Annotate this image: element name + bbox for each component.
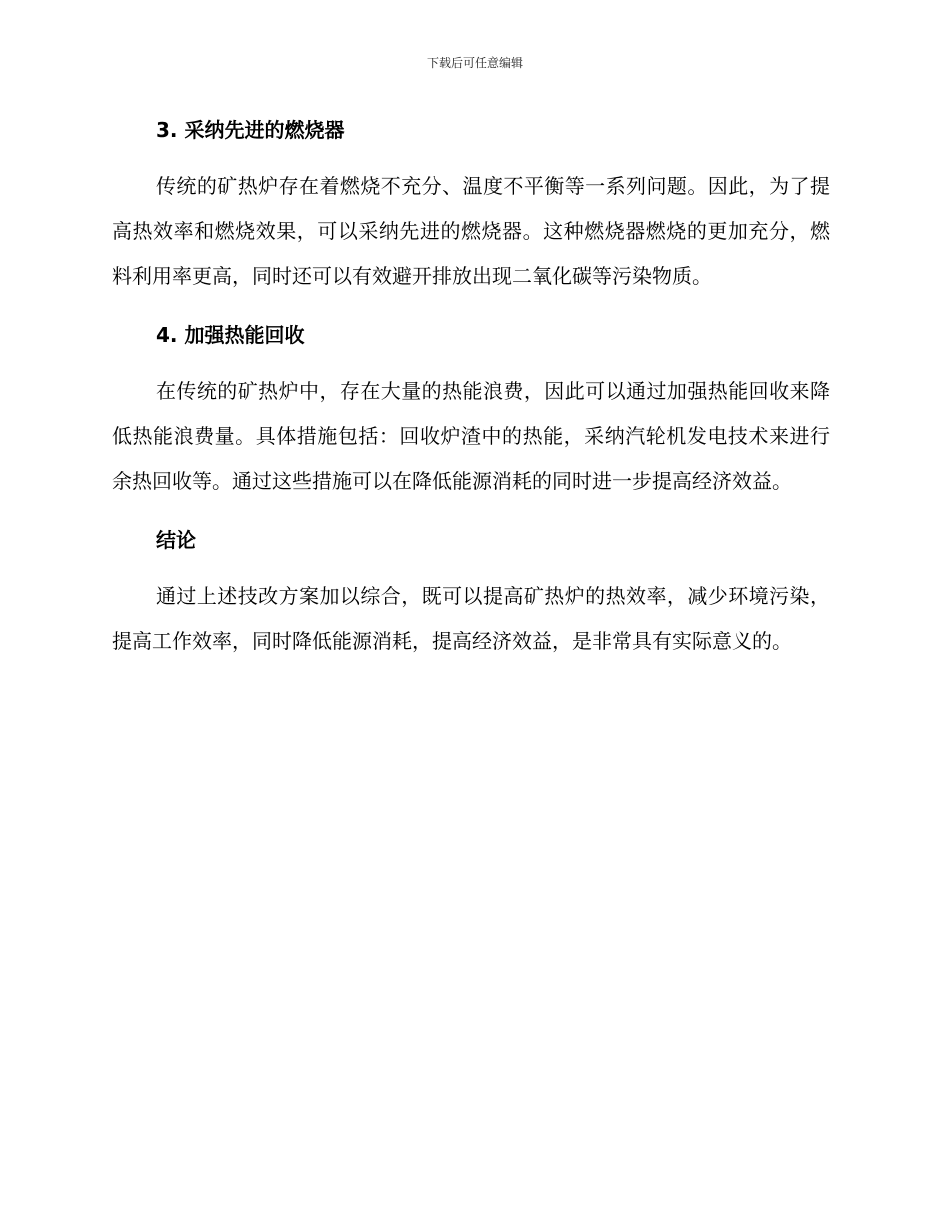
section-heading: 4. 加强热能回收 [156, 323, 305, 347]
section-burner [112, 108, 830, 299]
section-heat-recovery [112, 313, 830, 504]
section-heading: 3. 采纳先进的燃烧器 [156, 118, 345, 142]
section-heading: 结论 [156, 528, 196, 552]
section-paragraph: 通过上述技改方案加以综合，既可以提高矿热炉的热效率，减少环境污染，提高工作效率，同时降低能源消耗，提高经济效益，是非常具有实际意义的。 [112, 584, 830, 653]
section-paragraph: 传统的矿热炉存在着燃烧不充分、温度不平衡等一系列问题。因此，为了提高热效率和燃烧效果，可以采纳先进的燃烧器。这种燃烧器燃烧的更加充分，燃料利用率更高，同时还可以有效避开排放出现二氧化碳等污染物质。 [112, 174, 830, 288]
section-paragraph: 在传统的矿热炉中，存在大量的热能浪费，因此可以通过加强热能回收来降低热能浪费量。具体措施包括：回收炉渣中的热能，采纳汽轮机发电技术来进行余热回收等。通过这些措施可以在降低能源消耗的同时进一步提高经济效益。 [112, 379, 830, 493]
section-conclusion [112, 518, 830, 664]
header-note: 下载后可任意编辑 [426, 56, 523, 70]
document-body [112, 108, 830, 664]
